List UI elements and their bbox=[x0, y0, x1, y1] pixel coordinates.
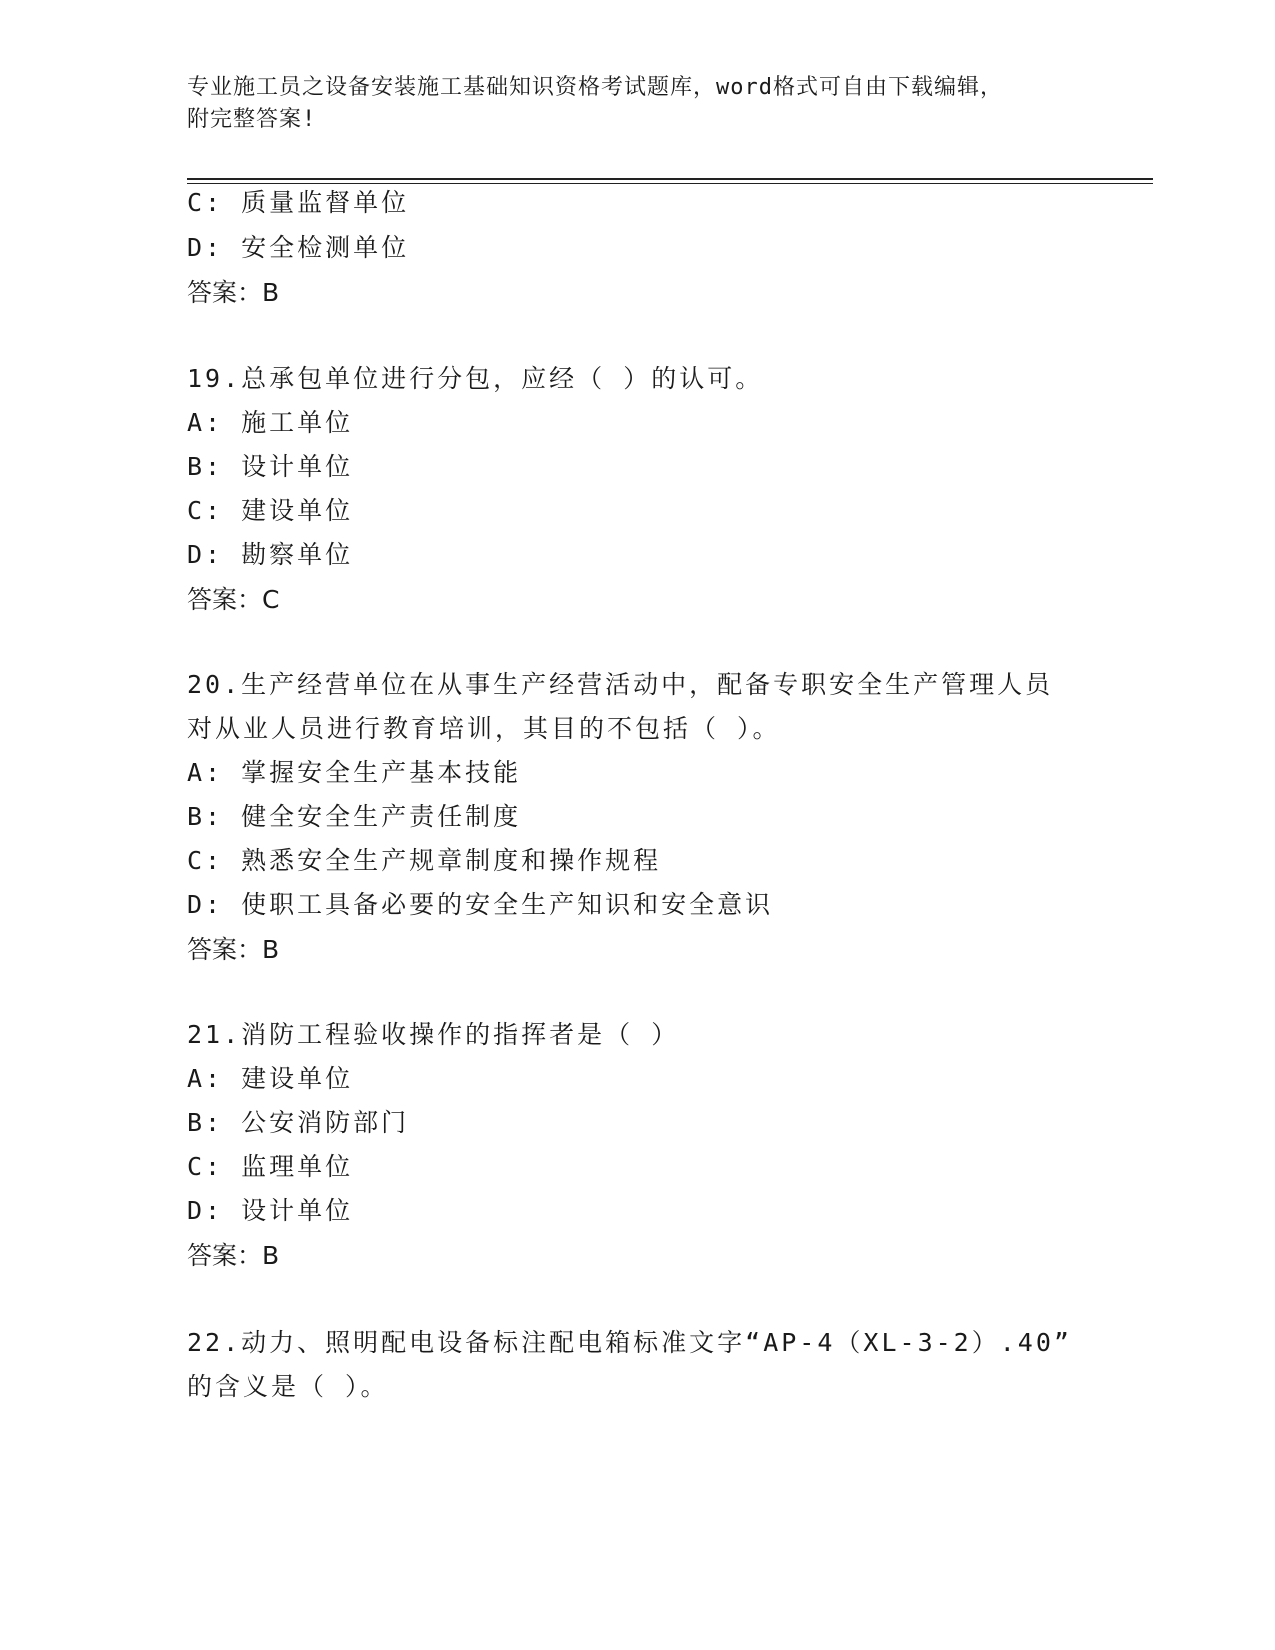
option-d: D: 勘察单位 bbox=[187, 540, 354, 569]
question-stem: 20.生产经营单位在从事生产经营活动中，配备专职安全生产管理人员 bbox=[187, 670, 1054, 699]
option-b: B: 健全安全生产责任制度 bbox=[187, 802, 522, 831]
question-stem: 19.总承包单位进行分包，应经（ ）的认可。 bbox=[187, 364, 764, 393]
option-d: D: 安全检测单位 bbox=[187, 233, 410, 262]
question-stem-cont: 对从业人员进行教育培训，其目的不包括（ ）。 bbox=[187, 714, 781, 743]
option-c: C: 质量监督单位 bbox=[187, 188, 410, 217]
option-d: D: 设计单位 bbox=[187, 1196, 354, 1225]
answer-line: 答案：C bbox=[187, 585, 280, 614]
header-rule-thick bbox=[187, 178, 1153, 180]
option-a: A: 掌握安全生产基本技能 bbox=[187, 758, 522, 787]
option-c: C: 建设单位 bbox=[187, 496, 354, 525]
option-b: B: 设计单位 bbox=[187, 452, 354, 481]
option-d: D: 使职工具备必要的安全生产知识和安全意识 bbox=[187, 890, 774, 919]
header-line-1: 专业施工员之设备安装施工基础知识资格考试题库，word格式可自由下载编辑， bbox=[187, 75, 1003, 100]
header-rule-thin bbox=[187, 183, 1153, 184]
answer-line: 答案：B bbox=[187, 1241, 280, 1270]
question-stem-cont: 的含义是（ ）。 bbox=[187, 1372, 389, 1401]
answer-line: 答案：B bbox=[187, 278, 280, 307]
option-c: C: 监理单位 bbox=[187, 1152, 354, 1181]
option-a: A: 建设单位 bbox=[187, 1064, 354, 1093]
question-stem: 21.消防工程验收操作的指挥者是（ ） bbox=[187, 1020, 680, 1049]
page-header bbox=[187, 72, 1087, 136]
option-c: C: 熟悉安全生产规章制度和操作规程 bbox=[187, 846, 662, 875]
answer-line: 答案：B bbox=[187, 935, 280, 964]
option-b: B: 公安消防部门 bbox=[187, 1108, 410, 1137]
question-stem: 22.动力、照明配电设备标注配电箱标准文字“AP-4（XL-3-2）.40” bbox=[187, 1328, 1072, 1357]
option-a: A: 施工单位 bbox=[187, 408, 354, 437]
header-line-2: 附完整答案! bbox=[187, 107, 317, 132]
